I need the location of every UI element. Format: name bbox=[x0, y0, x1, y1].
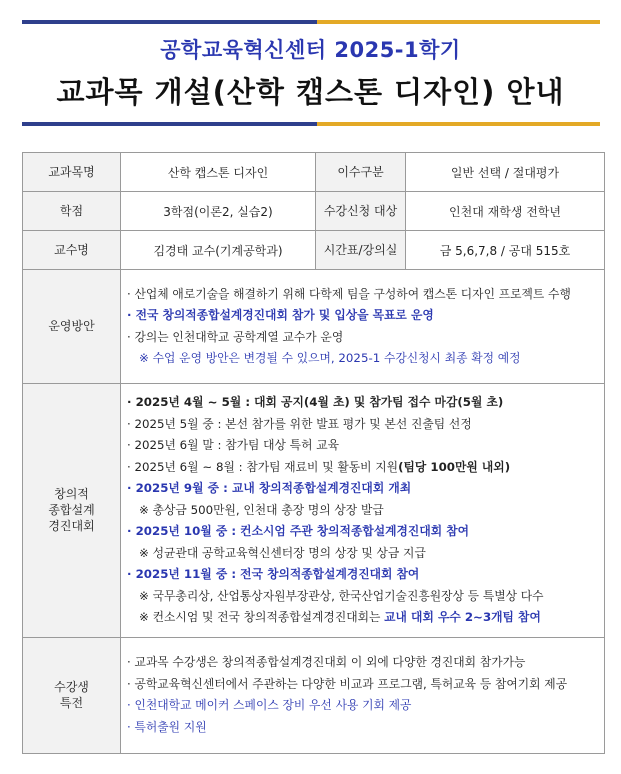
top-accent-bar bbox=[22, 20, 600, 24]
table-row bbox=[23, 153, 605, 192]
course-info-table bbox=[22, 152, 605, 754]
table-row-benefits bbox=[23, 637, 605, 753]
operation-line: · 전국 창의적종합설계경진대회 참가 및 입상을 목표로 운영 bbox=[127, 308, 434, 322]
competition-line-text: · 2025년 6월 ~ 8월 : 참가팀 재료비 및 활동비 지원 bbox=[127, 459, 399, 474]
value-course-type: 일반 선택 / 절대평가 bbox=[406, 153, 605, 192]
label-course-type: 이수구분 bbox=[316, 153, 406, 192]
label-schedule-room: 시간표/강의실 bbox=[316, 231, 406, 270]
label-course-name: 교과목명 bbox=[23, 153, 121, 192]
competition-note bbox=[127, 607, 600, 629]
table-row-competition bbox=[23, 384, 605, 638]
benefit-line: · 교과목 수강생은 창의적종합설계경진대회 이 외에 다양한 경진대회 참가가능 bbox=[127, 655, 526, 669]
benefit-line: · 공학교육혁신센터에서 주관하는 다양한 비교과 프로그램, 특허교육 등 참여기회 제공 bbox=[127, 676, 568, 691]
label-competition-l2: 종합설계 bbox=[48, 503, 95, 518]
table-row bbox=[23, 192, 605, 231]
competition-note: ※ 성균관대 공학교육혁신센터장 명의 상장 및 상금 지급 bbox=[139, 545, 426, 560]
title-line-2: 교과목 개설(산학 캡스톤 디자인) 안내 bbox=[56, 75, 565, 109]
table-row bbox=[23, 231, 605, 270]
competition-line-emphasis: (팀당 100만원 내외) bbox=[398, 459, 511, 474]
operation-line: · 산업체 애로기술을 해결하기 위해 다학제 팀을 구성하여 캡스톤 디자인 프로젝트 수행 bbox=[127, 286, 571, 301]
label-competition-l1: 창의적 bbox=[54, 486, 89, 501]
competition-note-emphasis: 교내 대회 우수 2~3개팀 참여 bbox=[384, 610, 541, 624]
gold-segment bbox=[317, 20, 600, 24]
operation-line: · 강의는 인천대학교 공학계열 교수가 운영 bbox=[127, 329, 344, 344]
competition-line bbox=[127, 457, 600, 479]
label-professor: 교수명 bbox=[23, 231, 121, 270]
table-row-operation bbox=[23, 270, 605, 384]
value-credits: 3학점(이론2, 실습2) bbox=[121, 192, 316, 231]
label-competition bbox=[23, 384, 121, 638]
competition-line: · 2025년 6월 말 : 참가팀 대상 특허 교육 bbox=[127, 438, 340, 452]
benefits-content bbox=[121, 637, 605, 753]
value-professor: 김경태 교수(기계공학과) bbox=[121, 231, 316, 270]
navy-segment bbox=[22, 20, 317, 24]
label-benefits-l2: 특전 bbox=[59, 696, 84, 710]
competition-line: · 2025년 9월 중 : 교내 창의적종합설계경진대회 개최 bbox=[127, 481, 412, 495]
label-benefits bbox=[23, 637, 121, 753]
competition-line: · 2025년 11월 중 : 전국 창의적종합설계경진대회 참여 bbox=[127, 567, 420, 581]
title-line-1: 공학교육혁신센터 2025-1학기 bbox=[160, 38, 461, 62]
label-benefits-l1: 수강생 bbox=[54, 679, 89, 694]
value-eligibility: 인천대 재학생 전학년 bbox=[406, 192, 605, 231]
benefit-line: · 특허출원 지원 bbox=[127, 719, 207, 734]
label-credits: 학점 bbox=[23, 192, 121, 231]
competition-note: ※ 총상금 500만원, 인천대 총장 명의 상장 발급 bbox=[139, 502, 384, 517]
value-schedule-room: 금 5,6,7,8 / 공대 515호 bbox=[406, 231, 605, 270]
label-eligibility: 수강신청 대상 bbox=[316, 192, 406, 231]
benefit-line: · 인천대학교 메이커 스페이스 장비 우선 사용 기회 제공 bbox=[127, 698, 412, 712]
competition-line: · 2025년 5월 중 : 본선 참가를 위한 발표 평가 및 본선 진출팀 선정 bbox=[127, 416, 472, 431]
navy-segment bbox=[22, 122, 317, 126]
value-course-name: 산학 캡스톤 디자인 bbox=[121, 153, 316, 192]
competition-line: · 2025년 10월 중 : 컨소시엄 주관 창의적종합설계경진대회 참여 bbox=[127, 524, 470, 538]
competition-line: · 2025년 4월 ~ 5월 : 대회 공지(4월 초) 및 참가팀 접수 마감(5월 초) bbox=[127, 395, 504, 409]
label-operation: 운영방안 bbox=[23, 270, 121, 384]
gold-segment bbox=[317, 122, 600, 126]
competition-content bbox=[121, 384, 605, 638]
competition-note: ※ 국무총리상, 산업통상자원부장관상, 한국산업기술진흥원장상 등 특별상 다수 bbox=[139, 588, 544, 603]
competition-note-text: ※ 컨소시엄 및 전국 창의적종합설계경진대회는 bbox=[139, 610, 385, 624]
label-competition-l3: 경진대회 bbox=[48, 519, 95, 534]
operation-note: ※ 수업 운영 방안은 변경될 수 있으며, 2025-1 수강신청시 최종 확정 예정 bbox=[139, 351, 521, 365]
operation-content bbox=[121, 270, 605, 384]
bottom-accent-bar bbox=[22, 122, 600, 126]
